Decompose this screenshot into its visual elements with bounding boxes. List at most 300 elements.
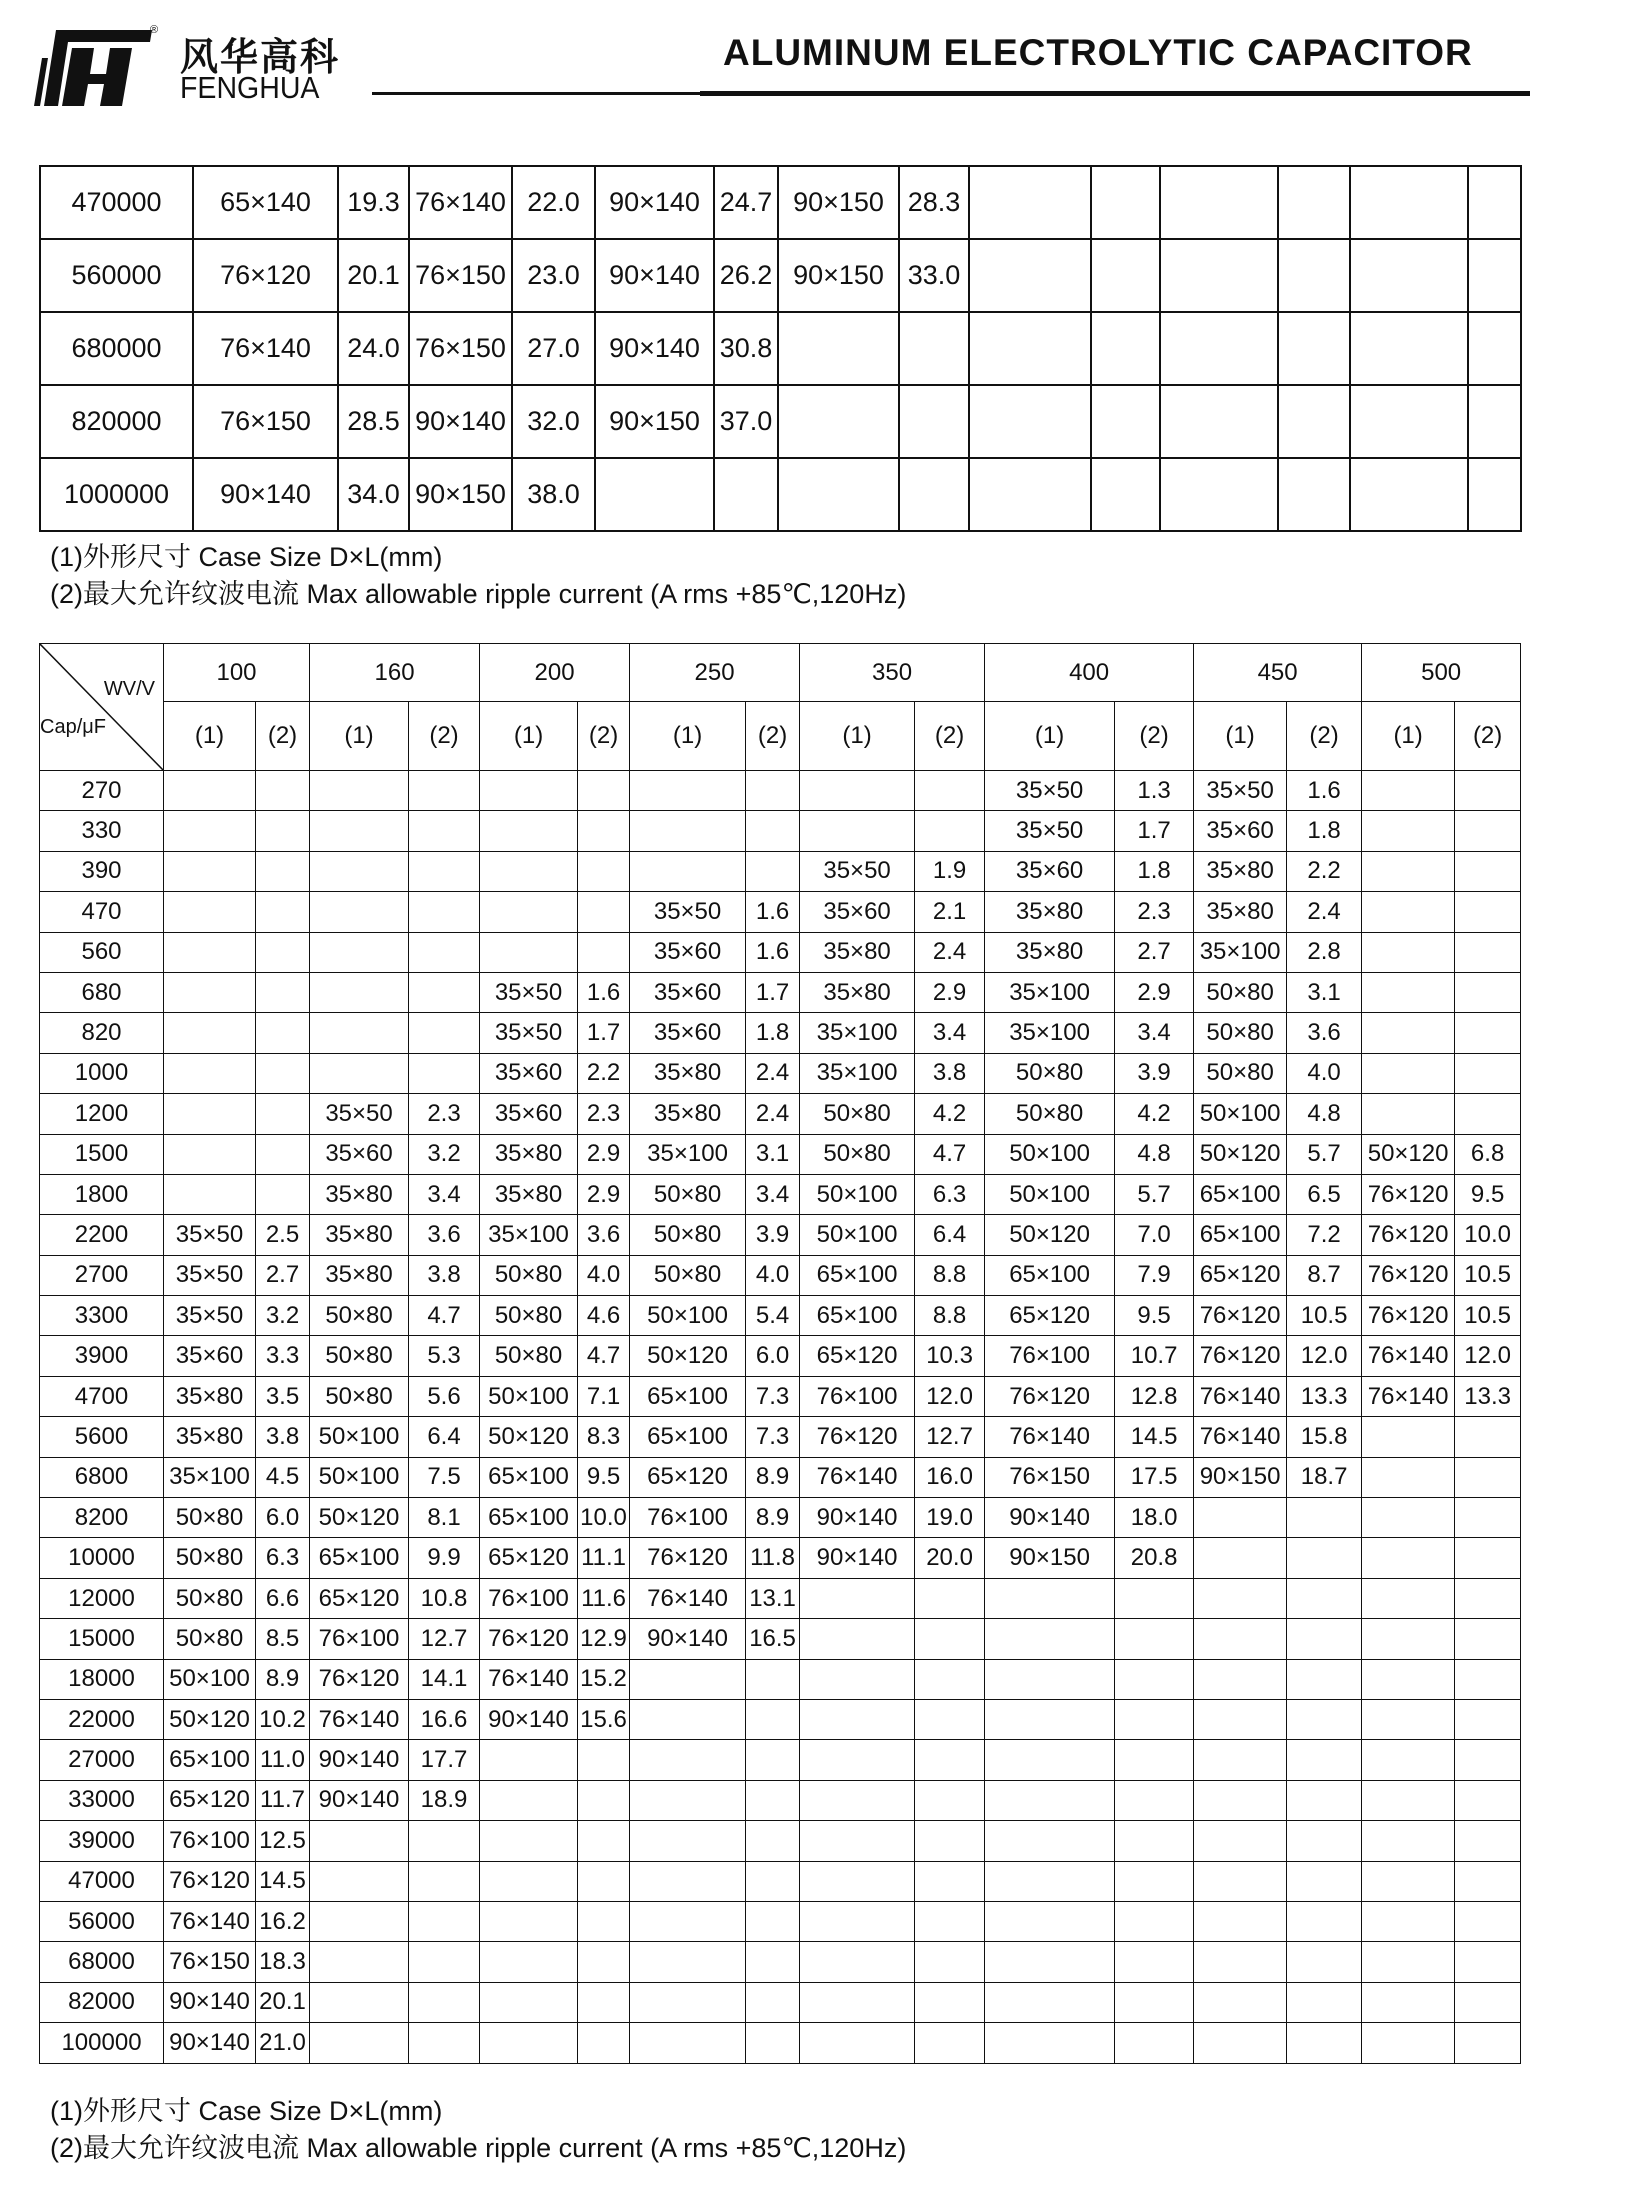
case-size-cell: 50×80 [480, 1336, 578, 1376]
case-size-cell [630, 1861, 746, 1901]
case-size-cell: 50×100 [164, 1659, 256, 1699]
ripple-current-cell: 10.2 [256, 1699, 310, 1739]
case-size-cell [480, 1740, 578, 1780]
case-size-cell [164, 1134, 256, 1174]
case-size-cell: 50×80 [164, 1498, 256, 1538]
case-size-cell [800, 1740, 915, 1780]
ripple-current-cell [915, 811, 985, 851]
capacitance-cell: 82000 [40, 1982, 164, 2022]
ripple-current-subheader: (2) [256, 702, 310, 771]
ripple-current-cell [1115, 1942, 1194, 1982]
case-size-cell [480, 811, 578, 851]
case-size-cell: 35×100 [480, 1215, 578, 1255]
case-size-cell [1362, 1942, 1455, 1982]
case-size-cell [1362, 811, 1455, 851]
ripple-current-cell: 2.5 [256, 1215, 310, 1255]
case-size-cell: 35×80 [480, 1134, 578, 1174]
ripple-current-cell [1115, 1740, 1194, 1780]
ripple-current-cell: 12.9 [578, 1619, 630, 1659]
ripple-current-cell: 6.0 [746, 1336, 800, 1376]
ripple-current-cell: 14.5 [256, 1861, 310, 1901]
case-size-cell [164, 1013, 256, 1053]
ripple-current-cell [915, 1740, 985, 1780]
case-size-cell: 76×120 [1362, 1255, 1455, 1295]
case-size-cell: 50×100 [800, 1174, 915, 1214]
case-size-cell: 76×140 [630, 1578, 746, 1618]
capacitance-cell: 100000 [40, 2023, 164, 2063]
case-size-cell: 50×80 [1194, 1053, 1287, 1093]
case-size-cell: 35×60 [310, 1134, 409, 1174]
case-size-cell: 76×150 [985, 1457, 1115, 1497]
ripple-current-cell [578, 1982, 630, 2022]
case-size-cell: 76×140 [1362, 1336, 1455, 1376]
case-size-cell [164, 1174, 256, 1214]
table-row [40, 1053, 1521, 1093]
ripple-current-cell [409, 1053, 480, 1093]
table-row [40, 166, 1521, 239]
ripple-current-cell [915, 1578, 985, 1618]
case-size-cell [778, 312, 899, 385]
case-size-cell [1362, 1457, 1455, 1497]
voltage-header-row [40, 644, 1521, 702]
case-size-cell: 35×60 [630, 1013, 746, 1053]
table-row [40, 1336, 1521, 1376]
ripple-current-cell: 10.5 [1455, 1255, 1521, 1295]
ripple-current-cell: 1.6 [578, 972, 630, 1012]
ripple-current-cell: 2.3 [578, 1094, 630, 1134]
ripple-current-cell [915, 1619, 985, 1659]
case-size-cell [1362, 1982, 1455, 2022]
capacitance-cell: 56000 [40, 1901, 164, 1941]
case-size-cell: 76×140 [985, 1417, 1115, 1457]
ripple-current-cell [746, 1780, 800, 1820]
case-size-cell: 65×120 [310, 1578, 409, 1618]
ripple-current-cell: 6.3 [915, 1174, 985, 1214]
case-size-cell [480, 851, 578, 891]
ripple-current-cell: 23.0 [512, 239, 595, 312]
ripple-current-cell: 4.8 [1287, 1094, 1362, 1134]
capacitance-cell: 390 [40, 851, 164, 891]
ripple-current-cell: 4.7 [915, 1134, 985, 1174]
case-size-cell [800, 2023, 915, 2063]
case-size-cell: 76×120 [1194, 1336, 1287, 1376]
case-size-cell [985, 2023, 1115, 2063]
case-size-cell: 76×120 [480, 1619, 578, 1659]
case-size-cell: 35×80 [164, 1376, 256, 1416]
case-size-cell: 35×50 [985, 811, 1115, 851]
ripple-current-cell: 20.0 [915, 1538, 985, 1578]
case-size-cell: 50×100 [630, 1296, 746, 1336]
case-size-cell: 76×120 [193, 239, 338, 312]
ripple-current-cell [1115, 1659, 1194, 1699]
capacitance-cell: 1800 [40, 1174, 164, 1214]
ripple-current-cell [1115, 1578, 1194, 1618]
ripple-current-cell [1455, 1901, 1521, 1941]
case-size-cell [164, 892, 256, 932]
case-size-cell [1362, 1740, 1455, 1780]
document-title: ALUMINUM ELECTROLYTIC CAPACITOR [723, 32, 1473, 73]
case-size-cell [969, 458, 1091, 531]
case-size-cell [800, 1901, 915, 1941]
case-size-cell: 65×140 [193, 166, 338, 239]
case-size-cell: 50×100 [1194, 1094, 1287, 1134]
ripple-current-cell: 3.4 [1115, 1013, 1194, 1053]
case-size-cell [630, 1780, 746, 1820]
ripple-current-cell [578, 932, 630, 972]
ripple-current-cell [746, 811, 800, 851]
case-size-cell [800, 1942, 915, 1982]
case-size-cell [310, 1942, 409, 1982]
case-size-subheader: (1) [630, 702, 746, 771]
case-size-cell [164, 1053, 256, 1093]
case-size-cell: 35×50 [480, 1013, 578, 1053]
ripple-current-cell [1287, 1619, 1362, 1659]
ripple-current-cell: 13.3 [1287, 1376, 1362, 1416]
ripple-current-cell [1278, 166, 1350, 239]
case-size-cell [1194, 1659, 1287, 1699]
case-size-cell: 65×100 [630, 1376, 746, 1416]
ripple-current-cell [409, 1013, 480, 1053]
case-size-cell [630, 771, 746, 811]
ripple-current-cell [578, 892, 630, 932]
case-size-cell [1160, 239, 1278, 312]
capacitance-cell: 8200 [40, 1498, 164, 1538]
ripple-current-cell: 17.5 [1115, 1457, 1194, 1497]
ripple-current-cell: 7.1 [578, 1376, 630, 1416]
ripple-current-cell [256, 1174, 310, 1214]
ripple-current-cell: 2.9 [578, 1174, 630, 1214]
ripple-current-cell: 6.4 [915, 1215, 985, 1255]
ripple-current-cell: 10.8 [409, 1578, 480, 1618]
ripple-current-cell: 12.0 [1455, 1336, 1521, 1376]
table-row [40, 1901, 1521, 1941]
ripple-current-cell [1455, 1538, 1521, 1578]
table-row [40, 1255, 1521, 1295]
case-size-cell [1194, 1619, 1287, 1659]
case-size-cell: 90×140 [595, 166, 714, 239]
case-size-cell [1160, 385, 1278, 458]
ripple-current-cell [1455, 771, 1521, 811]
ripple-current-cell [915, 2023, 985, 2063]
ripple-current-cell: 2.9 [1115, 972, 1194, 1012]
ripple-current-cell [256, 811, 310, 851]
case-size-cell: 76×140 [1194, 1376, 1287, 1416]
case-size-cell: 50×80 [164, 1619, 256, 1659]
ripple-current-cell [746, 1659, 800, 1699]
ripple-current-cell: 14.5 [1115, 1417, 1194, 1457]
ripple-current-cell: 8.9 [746, 1498, 800, 1538]
capacitance-cell: 1500 [40, 1134, 164, 1174]
case-size-cell [800, 1699, 915, 1739]
case-size-cell [480, 932, 578, 972]
ripple-current-cell [915, 1901, 985, 1941]
capacitance-cell: 10000 [40, 1538, 164, 1578]
case-size-cell [1350, 458, 1468, 531]
case-size-cell [969, 239, 1091, 312]
case-size-cell: 76×140 [164, 1901, 256, 1941]
case-size-cell [985, 1942, 1115, 1982]
ripple-current-cell [1455, 972, 1521, 1012]
case-size-cell: 35×80 [1194, 851, 1287, 891]
voltage-header: 400 [985, 644, 1194, 702]
ripple-current-cell [578, 2023, 630, 2063]
case-size-cell: 76×120 [985, 1376, 1115, 1416]
ripple-current-cell [1455, 1417, 1521, 1457]
capacitance-cell: 3300 [40, 1296, 164, 1336]
ripple-current-cell: 4.2 [1115, 1094, 1194, 1134]
case-size-cell: 35×50 [164, 1255, 256, 1295]
case-size-cell: 50×80 [985, 1094, 1115, 1134]
case-size-cell: 50×120 [1362, 1134, 1455, 1174]
ripple-current-cell [1287, 1780, 1362, 1820]
ripple-current-cell [1287, 1901, 1362, 1941]
ripple-current-cell: 9.5 [1115, 1296, 1194, 1336]
case-size-cell: 50×120 [480, 1417, 578, 1457]
ripple-current-cell: 3.9 [746, 1215, 800, 1255]
table-row [40, 1498, 1521, 1538]
ripple-current-cell: 10.0 [1455, 1215, 1521, 1255]
ripple-current-cell: 3.1 [1287, 972, 1362, 1012]
ripple-current-cell [746, 2023, 800, 2063]
case-size-cell [1350, 239, 1468, 312]
ripple-current-cell: 1.6 [746, 892, 800, 932]
ripple-current-cell: 2.1 [915, 892, 985, 932]
ripple-current-cell: 4.7 [578, 1336, 630, 1376]
ripple-current-cell [915, 1861, 985, 1901]
ripple-current-cell: 11.0 [256, 1740, 310, 1780]
ripple-current-subheader: (2) [578, 702, 630, 771]
ripple-current-cell: 28.5 [338, 385, 409, 458]
ripple-current-cell: 8.8 [915, 1255, 985, 1295]
capacitance-cell: 1000 [40, 1053, 164, 1093]
case-size-cell: 90×150 [778, 166, 899, 239]
case-size-cell [800, 1780, 915, 1820]
case-size-cell [164, 932, 256, 972]
high-capacitance-table [39, 165, 1522, 532]
voltage-header: 200 [480, 644, 630, 702]
ripple-current-cell: 3.8 [256, 1417, 310, 1457]
ripple-current-cell [578, 1821, 630, 1861]
table-row [40, 1174, 1521, 1214]
case-size-cell [310, 892, 409, 932]
case-size-cell: 76×120 [1362, 1174, 1455, 1214]
case-size-cell: 90×150 [409, 458, 512, 531]
ripple-current-cell [746, 1699, 800, 1739]
ripple-current-cell [409, 972, 480, 1012]
ripple-current-cell: 30.8 [714, 312, 778, 385]
ripple-current-cell [1115, 2023, 1194, 2063]
voltage-header: 160 [310, 644, 480, 702]
case-size-cell [1362, 1619, 1455, 1659]
table-row [40, 771, 1521, 811]
case-size-cell: 35×100 [985, 1013, 1115, 1053]
case-size-cell: 76×120 [1362, 1215, 1455, 1255]
case-size-cell [480, 2023, 578, 2063]
ripple-current-cell [409, 1901, 480, 1941]
ripple-current-cell: 37.0 [714, 385, 778, 458]
case-size-cell [1362, 1659, 1455, 1699]
case-size-cell [800, 1861, 915, 1901]
ripple-current-cell [1455, 1699, 1521, 1739]
case-size-cell [630, 2023, 746, 2063]
ripple-current-cell: 6.3 [256, 1538, 310, 1578]
ripple-current-cell: 12.5 [256, 1821, 310, 1861]
ripple-current-cell: 9.5 [578, 1457, 630, 1497]
ripple-current-cell: 16.2 [256, 1901, 310, 1941]
case-size-cell: 35×100 [630, 1134, 746, 1174]
brand-name-english: FENGHUA [180, 70, 320, 105]
case-size-cell [1194, 1942, 1287, 1982]
ripple-current-cell: 8.7 [1287, 1255, 1362, 1295]
ripple-current-cell [1287, 2023, 1362, 2063]
ripple-current-cell: 6.0 [256, 1498, 310, 1538]
ripple-current-cell [1115, 1699, 1194, 1739]
case-size-cell: 90×150 [778, 239, 899, 312]
ripple-current-cell: 2.9 [915, 972, 985, 1012]
ripple-current-cell: 18.9 [409, 1780, 480, 1820]
capacitance-label: Cap/μF [40, 716, 106, 738]
ripple-current-cell [256, 1053, 310, 1093]
ripple-current-cell: 16.5 [746, 1619, 800, 1659]
case-size-cell [985, 1901, 1115, 1941]
footnote-case-size-2: (1)外形尺寸 Case Size D×L(mm) [50, 2096, 443, 2126]
ripple-current-cell: 7.5 [409, 1457, 480, 1497]
case-size-cell: 90×140 [310, 1780, 409, 1820]
footnote-ripple-current: (2)最大允许纹波电流 Max allowable ripple current (A rms +85℃,120Hz) [50, 579, 907, 609]
ripple-current-cell: 2.2 [1287, 851, 1362, 891]
capacitance-cell: 18000 [40, 1659, 164, 1699]
ripple-current-cell [915, 1699, 985, 1739]
ripple-current-cell: 2.8 [1287, 932, 1362, 972]
case-size-cell [985, 1659, 1115, 1699]
ripple-current-cell [409, 892, 480, 932]
voltage-header: 100 [164, 644, 310, 702]
ripple-current-cell [1468, 166, 1521, 239]
case-size-cell [630, 1821, 746, 1861]
case-size-cell: 76×120 [164, 1861, 256, 1901]
ripple-current-cell: 15.2 [578, 1659, 630, 1699]
ripple-current-cell [915, 771, 985, 811]
case-size-cell [985, 1740, 1115, 1780]
case-size-cell [1160, 312, 1278, 385]
case-size-cell: 50×80 [800, 1094, 915, 1134]
table-row [40, 1578, 1521, 1618]
ripple-current-cell [746, 851, 800, 891]
case-size-cell: 50×120 [630, 1336, 746, 1376]
case-size-cell [310, 1901, 409, 1941]
table-row [40, 892, 1521, 932]
ripple-current-cell [1278, 312, 1350, 385]
ripple-current-cell: 7.2 [1287, 1215, 1362, 1255]
ripple-current-cell [1115, 1780, 1194, 1820]
ripple-current-cell: 21.0 [256, 2023, 310, 2063]
ripple-current-cell: 24.0 [338, 312, 409, 385]
capacitance-cell: 820000 [40, 385, 193, 458]
ripple-current-cell: 22.0 [512, 166, 595, 239]
ripple-current-cell: 6.5 [1287, 1174, 1362, 1214]
case-size-cell: 50×100 [985, 1134, 1115, 1174]
ripple-current-cell [1455, 1094, 1521, 1134]
ripple-current-cell: 33.0 [899, 239, 969, 312]
case-size-cell: 76×150 [409, 312, 512, 385]
ripple-current-subheader: (2) [1115, 702, 1194, 771]
case-size-cell: 65×120 [985, 1296, 1115, 1336]
ripple-current-cell [409, 2023, 480, 2063]
ripple-current-cell [409, 1861, 480, 1901]
case-size-cell: 76×150 [164, 1942, 256, 1982]
case-size-cell: 50×120 [985, 1215, 1115, 1255]
table-row [40, 1861, 1521, 1901]
case-size-cell: 50×120 [164, 1699, 256, 1739]
ripple-current-cell: 7.0 [1115, 1215, 1194, 1255]
case-size-cell [800, 1619, 915, 1659]
subheader-row [40, 702, 1521, 771]
case-size-cell: 65×120 [630, 1457, 746, 1497]
case-size-cell [1194, 1901, 1287, 1941]
case-size-cell: 50×80 [630, 1255, 746, 1295]
ripple-current-cell [256, 932, 310, 972]
case-size-cell [985, 1861, 1115, 1901]
capacitance-cell: 47000 [40, 1861, 164, 1901]
ripple-current-cell: 3.2 [409, 1134, 480, 1174]
ripple-current-cell [578, 771, 630, 811]
case-size-cell: 76×120 [310, 1659, 409, 1699]
ripple-current-cell [578, 1740, 630, 1780]
ripple-current-cell [1287, 1982, 1362, 2022]
ripple-current-cell [1455, 2023, 1521, 2063]
ripple-current-cell [578, 851, 630, 891]
ripple-current-cell [899, 312, 969, 385]
ripple-current-cell: 3.6 [1287, 1013, 1362, 1053]
ripple-current-cell: 28.3 [899, 166, 969, 239]
ripple-current-cell [578, 1901, 630, 1941]
case-size-cell: 90×140 [480, 1699, 578, 1739]
case-size-cell: 35×50 [480, 972, 578, 1012]
table-row [40, 1699, 1521, 1739]
ripple-current-cell: 4.6 [578, 1296, 630, 1336]
case-size-cell [1362, 1780, 1455, 1820]
case-size-cell: 76×120 [1194, 1296, 1287, 1336]
ripple-current-cell: 2.2 [578, 1053, 630, 1093]
ripple-current-cell [1455, 1457, 1521, 1497]
ripple-current-cell [1455, 1740, 1521, 1780]
table-row [40, 972, 1521, 1012]
ripple-current-cell: 18.0 [1115, 1498, 1194, 1538]
ripple-current-cell: 2.4 [746, 1094, 800, 1134]
case-size-cell: 35×100 [1194, 932, 1287, 972]
ripple-current-cell: 15.8 [1287, 1417, 1362, 1457]
footnote-case-size: (1)外形尺寸 Case Size D×L(mm) [50, 542, 443, 572]
case-size-cell: 35×80 [310, 1174, 409, 1214]
ripple-current-cell [1115, 1821, 1194, 1861]
case-size-cell [985, 1821, 1115, 1861]
ripple-current-subheader: (2) [915, 702, 985, 771]
case-size-cell: 65×120 [1194, 1255, 1287, 1295]
capacitance-cell: 4700 [40, 1376, 164, 1416]
ripple-current-cell [409, 771, 480, 811]
capacitance-cell: 5600 [40, 1417, 164, 1457]
case-size-subheader: (1) [1362, 702, 1455, 771]
table-row [40, 1538, 1521, 1578]
ripple-current-cell: 2.4 [746, 1053, 800, 1093]
ripple-current-cell: 10.3 [915, 1336, 985, 1376]
case-size-cell [630, 1942, 746, 1982]
case-size-cell: 65×100 [1194, 1215, 1287, 1255]
case-size-cell: 76×120 [630, 1538, 746, 1578]
case-size-cell: 76×150 [409, 239, 512, 312]
ripple-current-cell [915, 1942, 985, 1982]
case-size-cell [1362, 972, 1455, 1012]
